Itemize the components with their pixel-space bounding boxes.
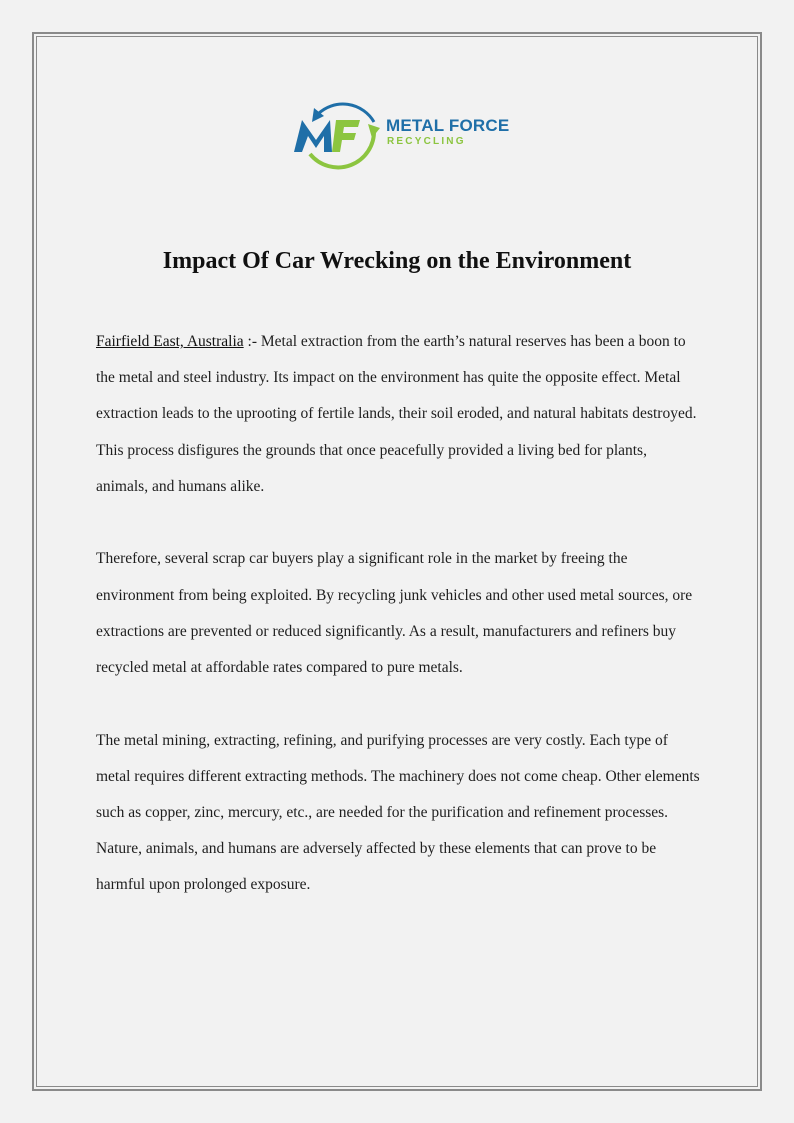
paragraph-1-text: Metal extraction from the earth’s natural reserves has been a boon to the metal and steel industry. Its impact on the environment has quite the opposite effect. Metal extraction leads to the uprooting of fertile lands, their soil eroded, and natural habitats destroyed. This process disfigures the grounds that once peacefully provided a living bed for plants, animals, and humans alike.: [96, 333, 697, 495]
paragraph-3: The metal mining, extracting, refining, and purifying processes are very costly. Each type of metal requires different extracting methods. The machinery does not come cheap. Other elements such as copper, zinc, mercury, etc., are needed for the purification and refinement processes. Nature, animals, and humans are adversely affected by these elements that can prove to be harmful upon prolonged exposure.: [96, 731, 700, 894]
logo-subtitle: RECYCLING: [387, 136, 466, 147]
company-logo: [288, 94, 508, 178]
mf-monogram-recycle-icon: [288, 94, 386, 178]
logo-wordmark: METAL FORCE: [386, 116, 510, 135]
article-title: Impact Of Car Wrecking on the Environment: [162, 248, 632, 274]
article-body: [96, 324, 700, 940]
paragraph-1: [96, 324, 700, 505]
location-link[interactable]: Fairfield East, Australia: [96, 333, 244, 350]
paragraph-2: Therefore, several scrap car buyers play a significant role in the market by freeing the environment from being exploited. By recycling junk vehicles and other used metal sources, ore extractions are prevented or reduced significantly. As a result, manufacturers and refiners buy recycled metal at affordable rates compared to pure metals.: [96, 550, 693, 677]
location-separator: :-: [243, 333, 261, 350]
